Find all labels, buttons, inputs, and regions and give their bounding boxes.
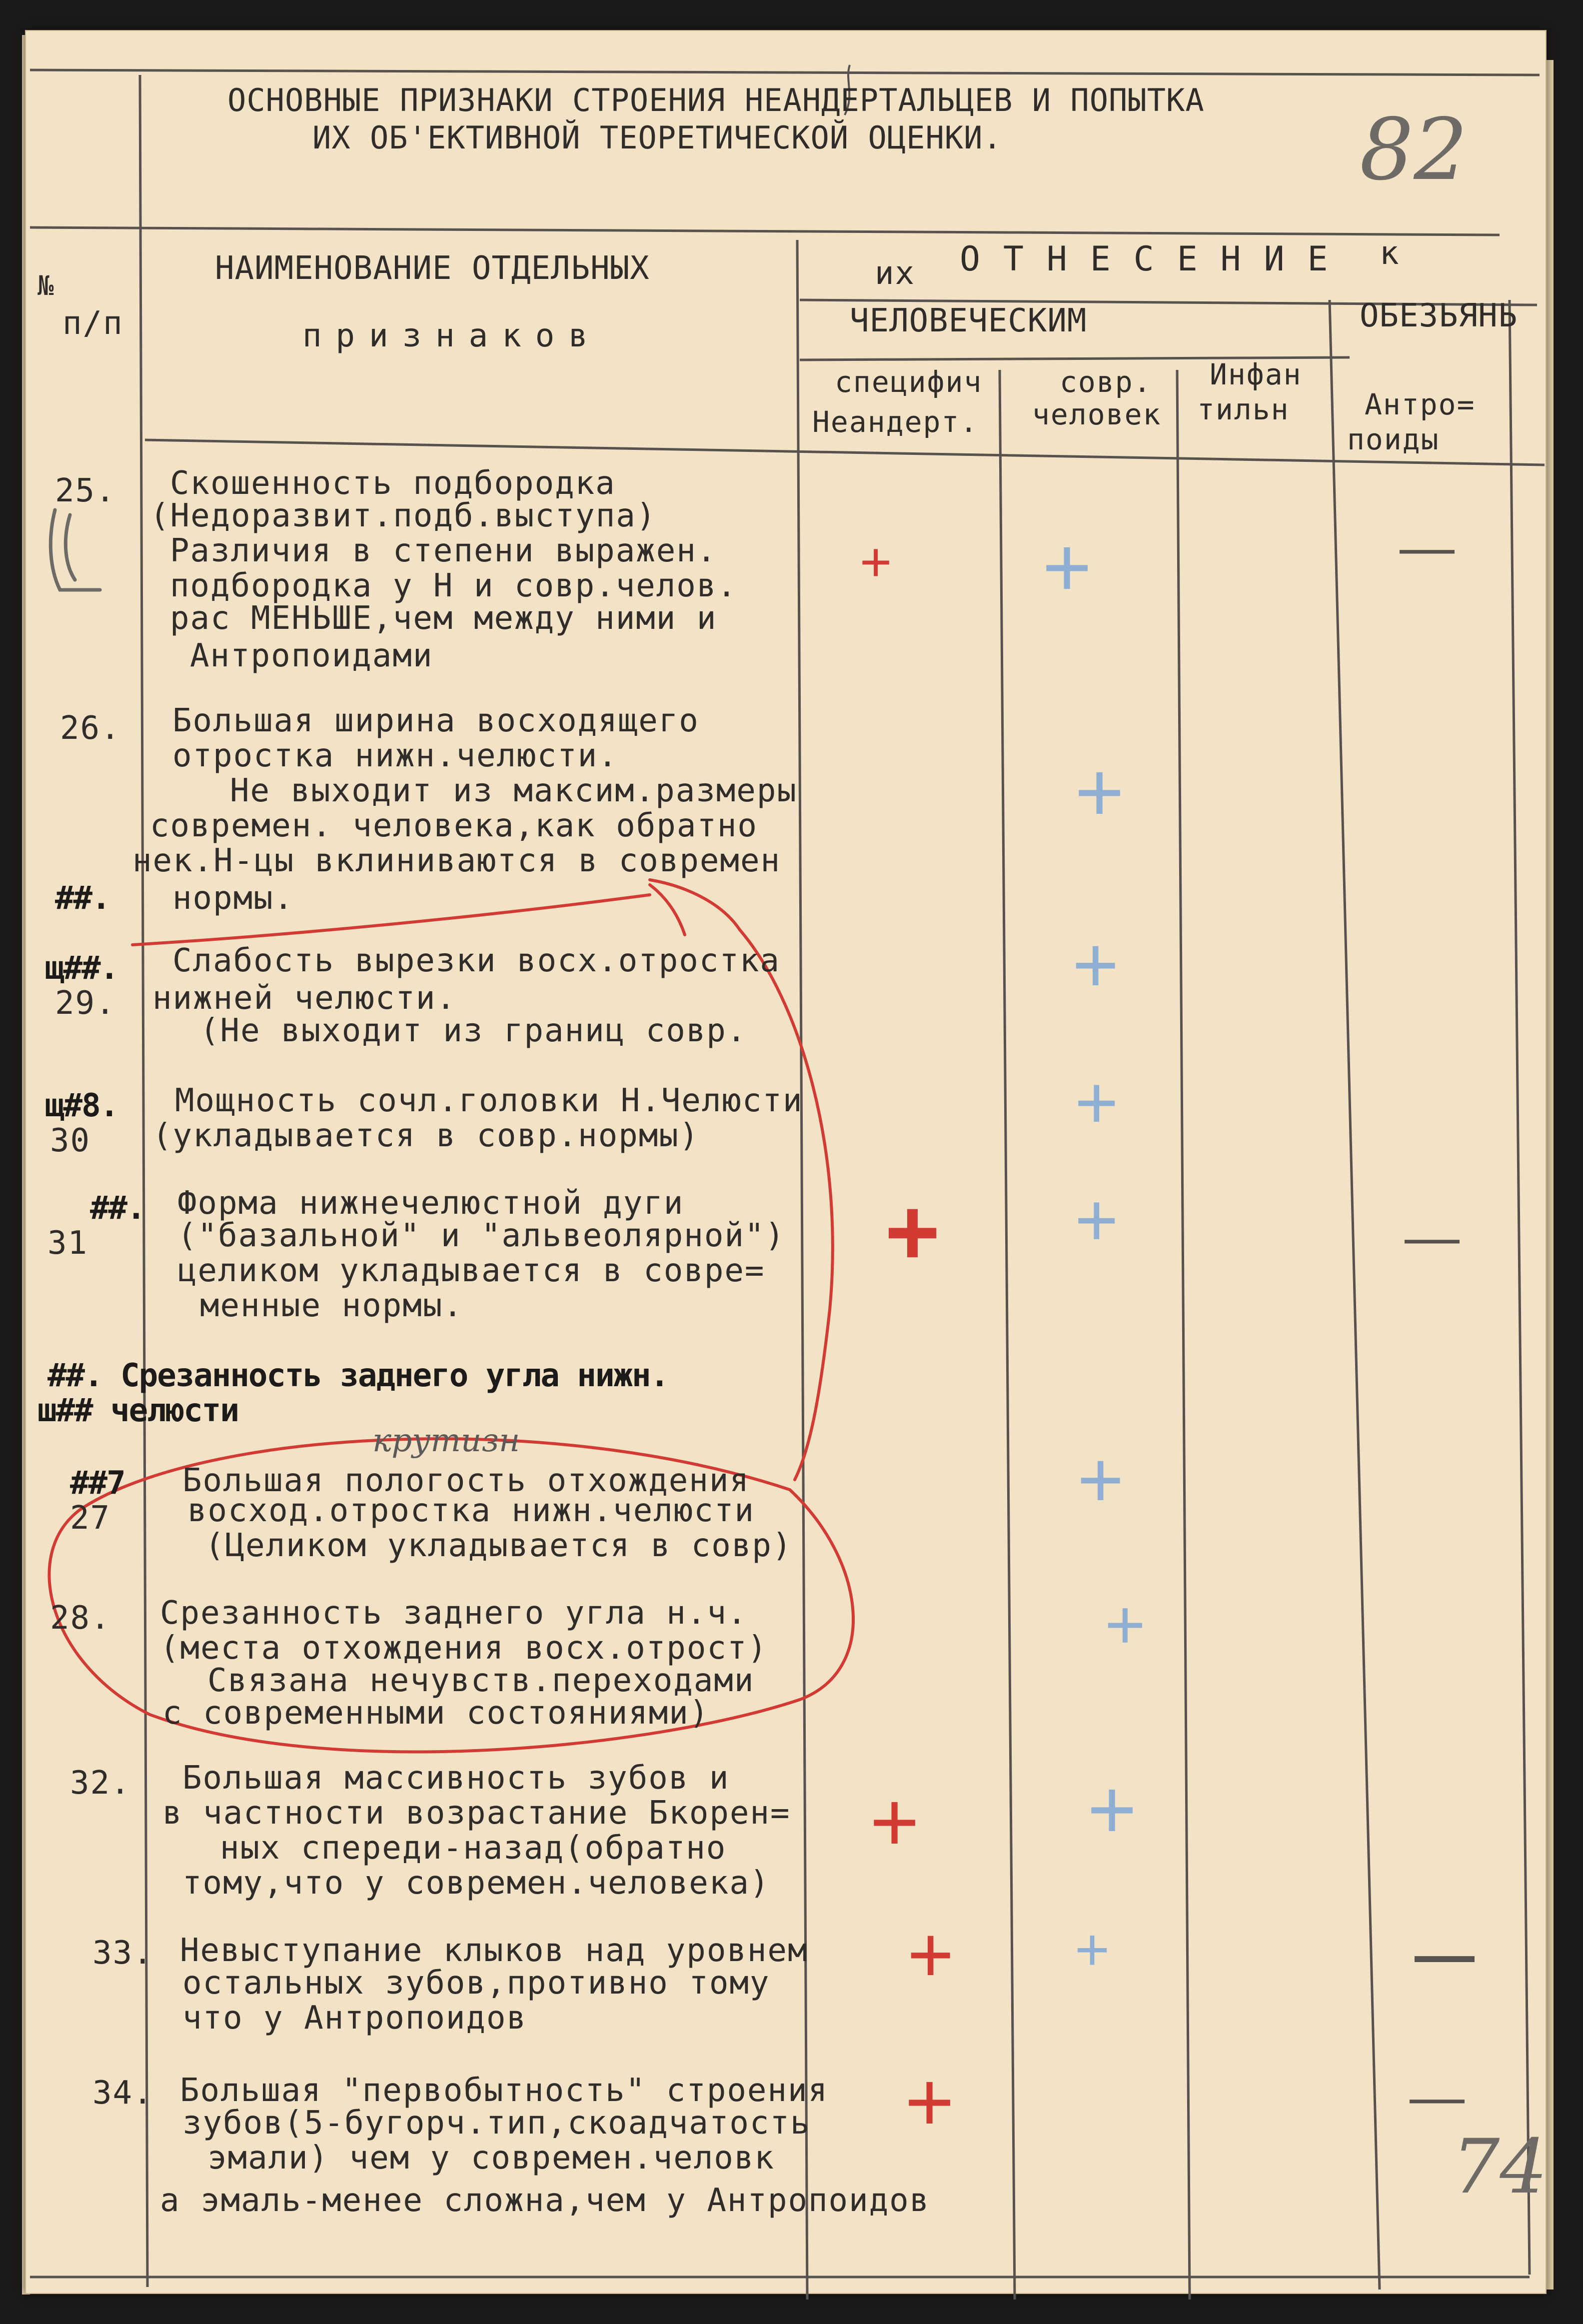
col-rule-ape	[1330, 300, 1380, 2290]
row-number-overtyped: щ#8.	[45, 1087, 118, 1124]
dash-mark-ape: —	[1415, 1921, 1475, 1988]
col-header-ape-2: поиды	[1347, 422, 1440, 456]
col-header-modern-2: человек	[1032, 397, 1162, 431]
row-text-line: Большая пологость отхождения	[182, 1462, 750, 1499]
row-text-line: современ. человека,как обратно	[150, 807, 758, 844]
row-text-line: (Не выходит из границ совр.	[200, 1012, 747, 1049]
top-rule	[30, 70, 1540, 75]
row-text-line: нижней челюсти.	[152, 980, 456, 1017]
row-text-line: восход.отростка нижн.челюсти	[187, 1492, 755, 1529]
col-header-num-1: №	[37, 270, 55, 301]
col-header-num-2: п/п	[62, 305, 123, 342]
row-number: 34.	[92, 2075, 153, 2112]
row-text-line: с современными состояниями)	[162, 1695, 710, 1732]
row-text-line: Невыступание клыков над уровнем	[180, 1932, 808, 1969]
row-number: 33.	[92, 1935, 153, 1972]
row-text-line: остальных зубов,противно тому	[182, 1965, 770, 2002]
row-text-line: Форма нижнечелюстной дуги	[177, 1185, 684, 1222]
row-text-line: тому,что у современ.человека)	[182, 1865, 770, 1902]
plus-mark-neander: +	[860, 531, 892, 593]
row-text-line: отростка нижн.челюсти.	[172, 737, 618, 774]
page-number-bottom: 74	[1452, 2124, 1548, 2211]
col-header-ape-1: Антро=	[1365, 387, 1476, 421]
dash-mark-ape: —	[1405, 1206, 1460, 1268]
col-header-relation-suffix: к	[1380, 235, 1400, 272]
row-text-line: ных спереди-назад(обратно	[220, 1830, 727, 1867]
col-header-ape-group: ОБЕЗЬЯНЬ	[1360, 297, 1518, 334]
col-header-human-group: ЧЕЛОВЕЧЕСКИМ	[850, 302, 1087, 339]
row-number-overtyped: ##.	[55, 880, 110, 917]
page-number-top: 82	[1360, 100, 1468, 199]
col-rule-infant	[1177, 370, 1190, 2300]
row-number: 26.	[60, 710, 121, 747]
row-number: 30	[50, 1122, 91, 1159]
row-text-line: ("базальной" и "альвеолярной")	[177, 1217, 785, 1254]
struck-line: ##. Срезанность заднего угла нижн.	[47, 1357, 669, 1394]
row-text-line: рас МЕНЬШЕ,чем между ними и	[170, 600, 717, 637]
row-text-line: Большая массивность зубов и	[182, 1760, 730, 1797]
row-text-line: (места отхождения восх.отрост)	[160, 1630, 768, 1667]
row-text-line: Большая ширина восходящего	[172, 702, 699, 739]
col-rule-right	[1510, 300, 1530, 2275]
plus-mark-neander: +	[907, 1910, 954, 1999]
row-number: 32.	[70, 1765, 131, 1802]
dash-mark-ape: —	[1400, 516, 1455, 578]
row-text-line: Антропоидами	[190, 637, 433, 674]
row-text-line: Различия в степени выражен.	[170, 532, 717, 569]
col-header-modern-1: совр.	[1060, 365, 1152, 399]
plus-mark-modern: +	[1087, 1762, 1137, 1857]
row-text-line: Срезанность заднего угла н.ч.	[160, 1595, 748, 1632]
col-header-neander-1: специфич	[835, 365, 983, 399]
plus-mark-modern: +	[1075, 1178, 1119, 1262]
plus-mark-modern: +	[1072, 920, 1119, 1009]
row-text-line: эмали) чем у современ.человк	[207, 2140, 775, 2177]
col-header-neander-2: Неандерт.	[812, 405, 979, 439]
col-header-infant-1: Инфан	[1210, 357, 1302, 391]
col-header-relation-prefix: их	[875, 255, 916, 292]
row-text-line: (Недоразвит.подб.выступа)	[150, 497, 657, 534]
col-header-infant-2: тильн	[1197, 392, 1290, 426]
dash-mark-ape: —	[1410, 2066, 1465, 2128]
row-text-line: целиком укладывается в совре=	[177, 1252, 765, 1289]
plus-mark-neander: +	[870, 1775, 920, 1870]
row-text-line: нек.Н-цы вклиниваются в современ	[132, 842, 781, 879]
row-text-line: (Целиком укладывается в совр)	[205, 1527, 793, 1564]
row-number: 27	[70, 1500, 111, 1537]
struck-line: ш## челюсти	[37, 1392, 238, 1429]
col-header-relation: ОТНЕСЕНИЕ	[960, 239, 1351, 279]
red-connector	[740, 930, 833, 1480]
row-text-line: Мощность сочл.головки Н.Челюсти	[175, 1082, 803, 1119]
row-text-line: а эмаль-менее сложна,чем у Антропоидов	[160, 2182, 930, 2219]
handwritten-correction: крутизн	[372, 1422, 520, 1459]
row-text-line: что у Антропоидов	[182, 2000, 527, 2037]
plus-mark-modern: +	[1077, 1435, 1124, 1524]
pencil-bracket-inner	[65, 515, 75, 580]
row-text-line: (укладывается в совр.нормы)	[152, 1117, 700, 1154]
header-rule	[30, 227, 1500, 235]
row-text-line: Скошенность подбородка	[170, 465, 616, 502]
row-number-overtyped: ##.	[90, 1190, 145, 1227]
plus-mark-modern: +	[1075, 745, 1125, 840]
row-text-line: менные нормы.	[200, 1287, 463, 1324]
plus-mark-neander: +	[885, 1179, 940, 1285]
row-text-line: подбородка у Н и совр.челов.	[170, 567, 737, 604]
row-number-overtyped: ##7	[70, 1465, 125, 1502]
title-line-2: ИХ ОБ'ЕКТИВНОЙ ТЕОРЕТИЧЕСКОЙ ОЦЕНКИ.	[312, 119, 1002, 156]
row-text-line: нормы.	[172, 880, 294, 917]
plus-mark-modern: +	[1042, 520, 1092, 615]
row-text-line: Большая "первобытность" строения	[180, 2072, 828, 2109]
plus-mark-modern: +	[1105, 1585, 1146, 1664]
col-header-name-2: признаков	[302, 317, 602, 354]
plus-mark-modern: +	[1075, 1916, 1110, 1983]
row-text-line: Связана нечувств.переходами	[207, 1662, 755, 1699]
row-number: 25.	[55, 472, 116, 509]
row-text-line: Слабость вырезки восх.отростка	[172, 942, 780, 979]
row-text-line: Не выходит из максим.размеры	[230, 772, 797, 809]
red-arrow-head-lower	[650, 885, 685, 935]
col-header-name-1: НАИМЕНОВАНИЕ ОТДЕЛЬНЫХ	[215, 250, 650, 287]
red-arrow-head-upper	[650, 880, 740, 930]
row-number-overtyped: щ##.	[45, 950, 118, 987]
title-line-1: ОСНОВНЫЕ ПРИЗНАКИ СТРОЕНИЯ НЕАНДЕРТАЛЬЦЕВ И ПОПЫТКА	[227, 82, 1205, 118]
plus-mark-modern: +	[1075, 1060, 1119, 1144]
row-text-line: зубов(5-бугорч.тип,скоадчатость	[182, 2105, 811, 2142]
row-number: 29.	[55, 985, 116, 1022]
col-rule-relation	[797, 240, 807, 2300]
row-text-line: в частности возрастание Бкорен=	[162, 1795, 791, 1832]
row-number: 28.	[50, 1600, 111, 1637]
col-rule-modern	[1000, 370, 1015, 2300]
row-number: 31	[47, 1225, 88, 1262]
plus-mark-neander: +	[905, 2055, 955, 2150]
